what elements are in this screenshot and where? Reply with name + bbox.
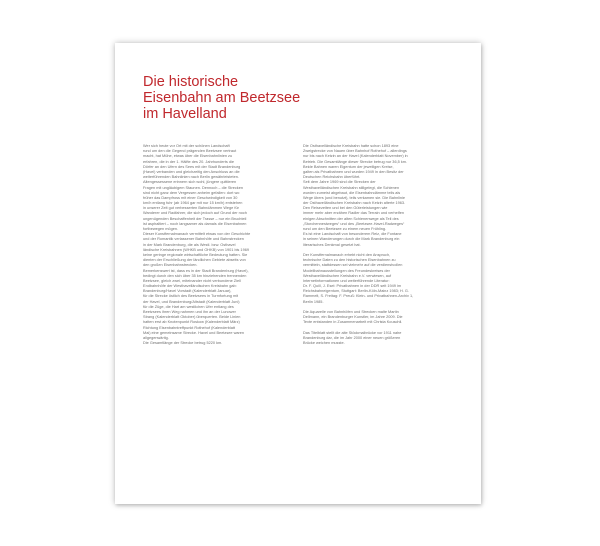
text-line: Zweigstrecke von Nauen über Bahnhof Rothehof – allerdings <box>303 149 407 154</box>
text-line: Mai) eine gemeinsame Strecke. Havel und Beetzsee waren <box>143 330 245 335</box>
text-line: Wanderer und Radfahrer, die sich jedoch auf Grund der noch <box>143 211 247 216</box>
text-line: einigen Abschnitten der alten Schienenwege als Teil des <box>303 216 399 221</box>
text-line: ländische Kreisbahnen (WHKB und OHKB) von 1901 bis 1969 <box>143 247 249 252</box>
right-text-column <box>303 144 458 346</box>
text-line: den großen Eisenbahnstrecken. <box>143 263 198 268</box>
text-line: in unserer Zeit gut verbesserten Bahndämmen Wege für <box>143 206 239 211</box>
text-line: und der Romantik verlassener Bahnhöfe und Bahnstrecken <box>143 237 244 242</box>
text-line: allgegenwärtig. <box>143 335 169 340</box>
text-line: Das Titelblatt stellt die alte Stöckmalbrücke vor 1911 nahe <box>303 330 402 335</box>
text-line: Wege übers (und benutzt), teils verkamen sie. Die Bahnlinie <box>303 195 406 200</box>
text-line: Altengessessene erinnern sich wohl, jüngere quittieren <box>143 180 237 185</box>
text-line: km/h entlang fuhr (ab 1964 gar mit nur 15 km/h) entstehen <box>143 201 243 206</box>
text-line: Die Aquarelle von Bahnhöfen und Strecken malte Martin <box>303 310 399 314</box>
text-line: „Storchennestweges“ und des „Beetzsee-Havel-Radweges“ <box>303 221 405 226</box>
text-line: sind nicht ganz dem Vergessen anheim gefallen: dort wo <box>143 190 240 195</box>
text-line: Richtung Eisenbahntreffpunkt Rothehof (Kalenderblatt <box>143 325 236 330</box>
text-line: Der Kunstfernalmanach erhebt nicht den Anspruch, <box>303 252 391 257</box>
text-line: der Havel, und Brandenburg/Altstadt (Kalenderblatt Juni) <box>143 299 240 304</box>
text-line: Dellmann, ein Brandenburger Kunstler, im Jahre 2009. Die <box>303 315 403 320</box>
text-line: vermitteln, stattdessen sei vielmehr auf die verdienstvollen <box>303 263 403 268</box>
text-line: nur bis nach Ketzin an der Havel (Kalenderblatt November) in <box>303 154 408 159</box>
text-line: erfahren, die in der 1. Hälfte des 20. Jahrhunderts die <box>143 159 235 164</box>
text-line: Internetinformationen und weiterführende Literatur: <box>303 278 390 283</box>
page-title <box>143 74 393 122</box>
text-line: Westhavelländischen Kreisbahn stillgelegt, die Schienen <box>303 185 400 190</box>
text-line: Modellbahnausstellungen des Freundeskreises der <box>303 268 390 273</box>
text-line: der Osthavelländischen Kreisbahn nach Ketzin alterte 1963. <box>303 201 406 206</box>
text-line: Betrieb. Die Gesamtlänge dieser Strecke betrug nur 36,5 km. <box>303 159 408 164</box>
title-line: Die historische <box>143 74 239 90</box>
text-line: in der Mark Brandenburg, die als Westl. bzw. Osthavel <box>143 242 236 247</box>
text-line: bedingt durch den sich über 35 km hinziehenden trennenden <box>143 273 247 278</box>
text-line: Den Reisezeiten und bei den Güterleistungen wie <box>303 206 388 211</box>
text-line: für die Züge, die Hart am westlichen Ufer entlang des <box>143 304 234 309</box>
text-line: Endbahnhöfe der Westhavelländischen Kreisbahn gab: <box>143 284 237 289</box>
text-line: Beide Bahnen waren Eigentum der jeweiligen Kreise, <box>303 164 394 169</box>
text-line: Dieser Kunstfernalmanach vermittelt etwas von der Geschichte <box>143 232 251 237</box>
text-line: literarisches Denkmal gesetzt hat. <box>303 242 361 247</box>
text-line: galten als Privatbahnen und wurden 1949 in den Besitz der <box>303 169 404 174</box>
calendar-page <box>115 43 481 504</box>
text-line: (Havel) verbanden und gleichzeitig den Anschluss an die <box>143 169 240 174</box>
text-line: Rammelt, S. Freitag: F. Preuß: Klein- und Privatbahnen-Archiv 1, <box>303 294 414 299</box>
text-line: Brücke weichen musste. <box>303 341 345 346</box>
text-line: keine geringe regionale wirtschaftliche Bedeutung hatten. Sie <box>143 252 248 257</box>
title-line: im Havelland <box>143 106 227 122</box>
text-line: für die Strecke östlich des Beetzsees in Turmfortung mit <box>143 294 239 299</box>
text-line: wurden zumeist abgebaut, die Eisenbahndämme teils als <box>303 190 401 195</box>
text-line: rund um den Beetzsee zu einem neuen Frühling. <box>303 227 387 231</box>
text-line: rund um den die Gegend prägenden Beetzsee vertraut <box>143 149 237 154</box>
text-line: Es ist eine Landschaft von besonderem Reiz, die Fontane <box>303 232 402 237</box>
text-line: in seinen Wanderungen durch die Mark Brandenburg ein <box>303 237 400 242</box>
text-line: fortbewegen mögen. <box>143 227 179 231</box>
text-line: Die Osthavelländische Kreisbahn hatte schon 1893 eine <box>303 144 399 148</box>
text-line: Reichsbahneigentum, Stuttgart: Berlin-Köln-Mainz 1983; H. G. <box>303 289 409 294</box>
text-line: macht, hat Mühe, etwas über die Eisenbahnlinien zu <box>143 154 233 159</box>
text-line: dienten der Erschließung der ländlichen Gebiete abseits von <box>143 258 246 263</box>
left-text-column <box>143 144 298 346</box>
text-line: technische Daten zu den historischen Eisenbahnen zu <box>303 258 396 263</box>
text-line: Beetzsee, gleich zwei, miteinander nicht verbundene Ziell <box>143 278 241 283</box>
text-line: Dörfer an den Ufern des Sees mit der Stadt Brandenburg <box>143 164 241 169</box>
text-line: immer mehr aber erzähen Radler das Terrain und verhelfen <box>303 211 404 216</box>
text-line: Deutschen Reichsbahn überführt. <box>303 175 361 180</box>
text-line: weiterführenden Bahnlinien nach Berlin gewährleisteten. <box>143 175 239 180</box>
text-line: Strang (Kalenderblatt Oktober) überquerten. Beide Linien <box>143 315 241 320</box>
text-line: Berlin 1985. <box>303 299 324 304</box>
text-line: Beetzsees ihren Weg nahmen und ihn an der Lunower <box>143 310 236 314</box>
text-line: Texte entstanden in Zusammenarbeit mit Christa Kouschil. <box>303 320 403 325</box>
text-line: Bemerkenswert ist, dass es in der Stadt Brandenburg (Havel), <box>143 268 249 273</box>
text-line: Brandenburg dar, die im Jahr 2000 einer neuen größeren <box>303 335 401 340</box>
text-line: Brandenburg/Havel Vorstadt (Kalenderblatt Januar), <box>143 289 232 294</box>
text-line: Dr. F. Quill, J. Esel: Privatbahnen in der DDR seit 1949 im <box>303 284 402 289</box>
text-line: Seit dem Jahre 1969 sind die Strecken der <box>303 180 376 185</box>
text-line: hatten erst ab Knotenpunkt Roskow (Kalenderblatt März) <box>143 320 240 325</box>
text-line: ist asphaltiert – noch langsamer als damals die Eisenbahnen <box>143 221 247 226</box>
text-line: Westhavelländischen Kreisbahn e.V. verwiesen, auf <box>303 273 392 278</box>
text-line: Wer sich heute vor Ort mit der schönen Landschaft <box>143 144 230 148</box>
text-line: Fragen mit ungläubigem Staunen. Dennoch – die Strecken <box>143 185 243 190</box>
text-line: ungenügenden Beschaffenheit der Trasse – nur ein Bruchteil <box>143 216 247 221</box>
text-line: früher das Dampfross mit einer Geschwindigkeit von 30 <box>143 195 238 200</box>
title-line: Eisenbahn am Beetzsee <box>143 90 301 106</box>
text-line: Die Gesamtlänge der Strecke betrug 5220 km. <box>143 341 223 346</box>
